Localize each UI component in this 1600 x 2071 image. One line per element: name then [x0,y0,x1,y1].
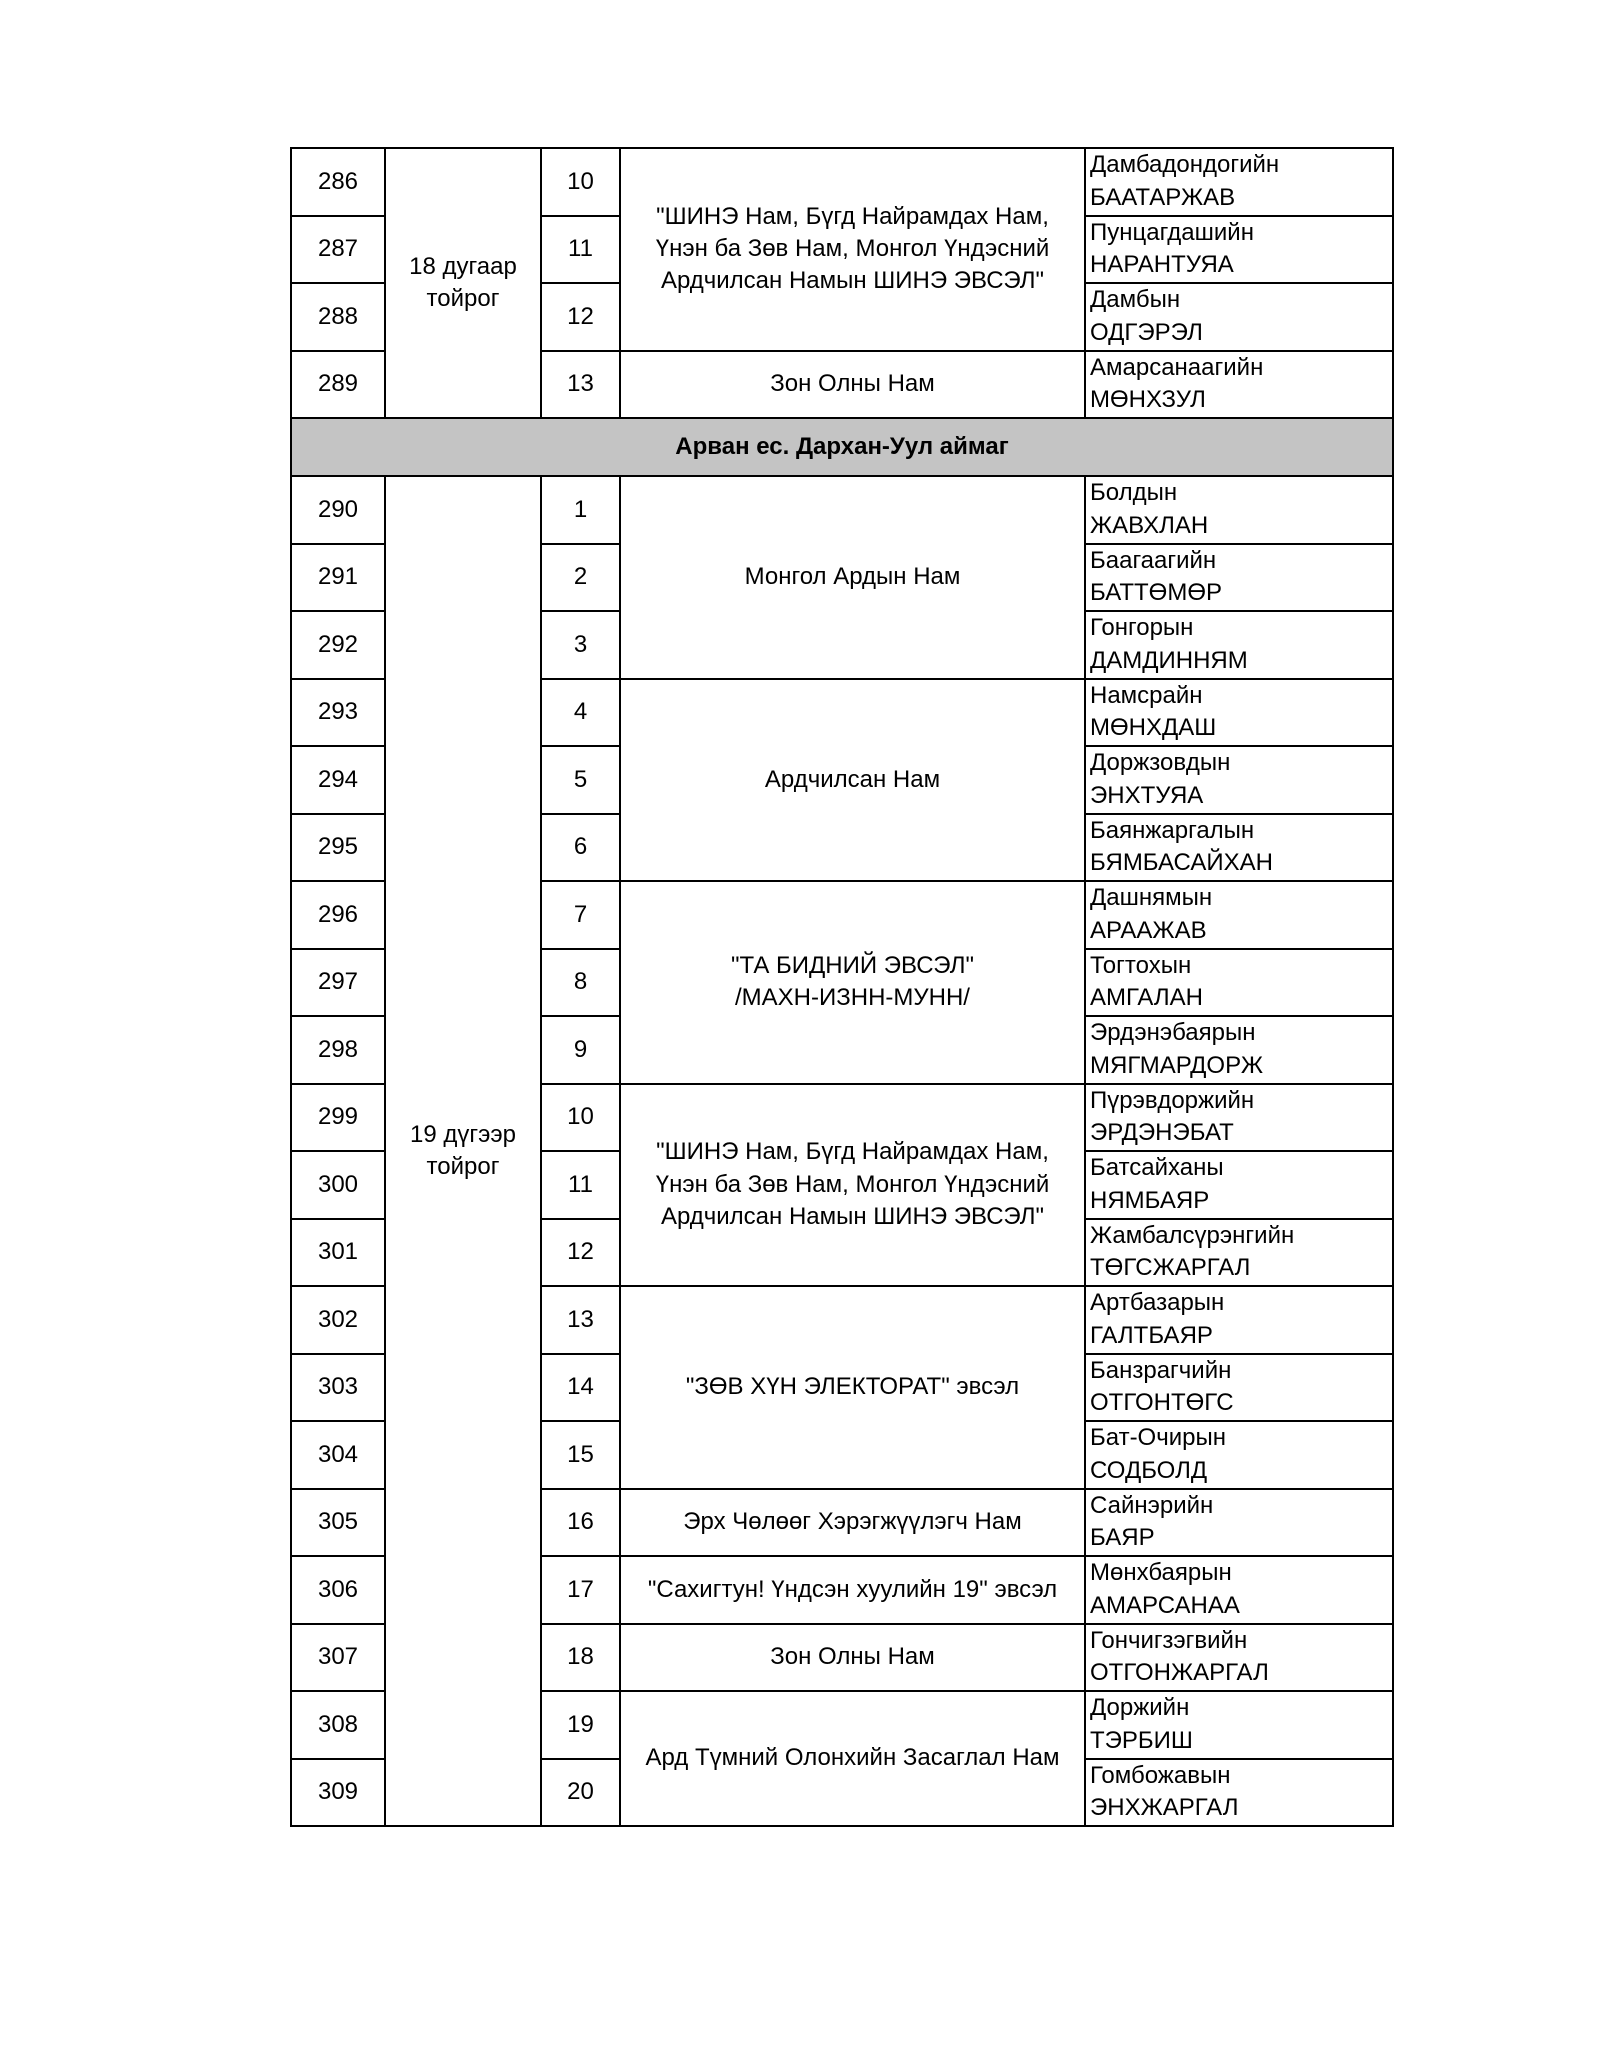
party-name-line: "ТА БИДНИЙ ЭВСЭЛ" [730,951,975,979]
candidate-number: 16 [541,1489,620,1557]
candidate-name [1085,1219,1393,1287]
row-number: 302 [291,1286,385,1354]
row-number: 301 [291,1219,385,1287]
party-name-line: "ШИНЭ Нам, Бүгд Найрамдах Нам, [656,1138,1049,1166]
candidate-name [1085,1759,1393,1827]
candidate-given-name: МӨНХЗУЛ [1090,386,1206,414]
candidate-given-name: ЖАВХЛАН [1090,511,1209,539]
row-number: 309 [291,1759,385,1827]
candidate-patronymic: Амарсанаагийн [1090,353,1264,381]
candidate-number: 11 [541,216,620,284]
candidate-given-name: ОТГОНЖАРГАЛ [1090,1659,1269,1687]
row-number: 295 [291,814,385,882]
candidate-name [1085,1691,1393,1759]
candidate-name [1085,1421,1393,1489]
candidate-name [1085,746,1393,814]
candidate-patronymic: Мөнхбаярын [1090,1559,1232,1587]
party-name-cell [620,1691,1085,1826]
candidate-given-name: АМГАЛАН [1090,984,1204,1012]
candidate-name [1085,351,1393,419]
candidate-name [1085,1286,1393,1354]
row-number: 293 [291,679,385,747]
candidate-number: 18 [541,1624,620,1692]
candidate-patronymic: Доржийн [1090,1694,1190,1722]
candidate-patronymic: Батсайханы [1090,1154,1224,1182]
candidate-patronymic: Дамбын [1090,286,1181,314]
row-number: 292 [291,611,385,679]
candidate-given-name: ОТГОНТӨГС [1090,1389,1234,1417]
candidate-given-name: ОДГЭРЭЛ [1090,318,1203,346]
row-number: 287 [291,216,385,284]
candidate-given-name: НЯМБАЯР [1090,1186,1210,1214]
row-number: 299 [291,1084,385,1152]
candidate-name [1085,148,1393,216]
candidate-patronymic: Жамбалсүрэнгийн [1090,1221,1295,1249]
candidate-patronymic: Гонгорын [1090,614,1194,642]
candidate-given-name: НАРАНТУЯА [1090,251,1234,279]
candidate-patronymic: Дашнямын [1090,884,1213,912]
section-header-row [291,418,1393,476]
candidate-number: 2 [541,544,620,612]
party-name-line: Ардчилсан Намын ШИНЭ ЭВСЭЛ" [660,1202,1045,1230]
candidate-name [1085,283,1393,351]
candidate-given-name: БАЯР [1090,1524,1155,1552]
party-name-cell [620,1489,1085,1557]
party-name-cell [620,1286,1085,1489]
district-line: 18 дугаар [409,252,517,280]
candidate-number: 4 [541,679,620,747]
candidate-given-name: ТЭРБИШ [1090,1726,1193,1754]
candidate-patronymic: Доржзовдын [1090,749,1231,777]
candidate-patronymic: Пунцагдашийн [1090,218,1254,246]
district-cell [385,148,541,418]
candidate-patronymic: Тогтохын [1090,951,1192,979]
party-name-line: Үнэн ба Зөв Нам, Монгол Үндэсний [655,1170,1050,1198]
party-name-line: Монгол Ардын Нам [744,563,961,591]
candidate-name [1085,1489,1393,1557]
candidate-number: 5 [541,746,620,814]
candidate-number: 1 [541,476,620,544]
candidate-patronymic: Банзрагчийн [1090,1356,1232,1384]
row-number: 297 [291,949,385,1017]
party-name-cell [620,148,1085,351]
party-name-line: Ардчилсан Нам [764,765,941,793]
candidate-name [1085,1084,1393,1152]
row-number: 308 [291,1691,385,1759]
row-number: 306 [291,1556,385,1624]
candidate-patronymic: Гончигзэгвийн [1090,1626,1248,1654]
row-number: 303 [291,1354,385,1422]
district-line: тойрог [426,285,500,312]
candidate-patronymic: Эрдэнэбаярын [1090,1019,1256,1047]
candidate-patronymic: Болдын [1090,479,1178,507]
candidate-patronymic: Баянжаргалын [1090,816,1255,844]
candidate-given-name: ЭРДЭНЭБАТ [1090,1119,1234,1147]
candidate-name [1085,544,1393,612]
party-name-line: "Сахигтун! Үндсэн хуулийн 19" эвсэл [647,1575,1058,1603]
candidate-name [1085,1556,1393,1624]
candidate-given-name: АРААЖАВ [1090,916,1207,944]
candidate-number: 11 [541,1151,620,1219]
party-name-line: "ШИНЭ Нам, Бүгд Найрамдах Нам, [656,202,1049,230]
candidate-number: 15 [541,1421,620,1489]
candidate-table [290,147,1394,1827]
candidate-number: 20 [541,1759,620,1827]
party-name-cell [620,476,1085,679]
candidate-patronymic: Намсрайн [1090,681,1203,709]
party-name-cell [620,1624,1085,1692]
candidate-number: 10 [541,1084,620,1152]
candidate-number: 6 [541,814,620,882]
candidate-patronymic: Сайнэрийн [1090,1491,1214,1519]
party-name-line: /МАХН-ИЗНН-МУНН/ [735,984,970,1012]
row-number: 307 [291,1624,385,1692]
row-number: 305 [291,1489,385,1557]
candidate-number: 14 [541,1354,620,1422]
candidate-given-name: СОДБОЛД [1090,1456,1208,1484]
candidate-name [1085,1624,1393,1692]
candidate-patronymic: Артбазарын [1090,1289,1225,1317]
candidate-name [1085,1016,1393,1084]
party-name-line: Эрх Чөлөөг Хэрэгжүүлэгч Нам [683,1508,1022,1536]
candidate-given-name: АМАРСАНАА [1090,1591,1240,1619]
candidate-given-name: МЯГМАРДОРЖ [1090,1051,1263,1079]
party-name-line: Зон Олны Нам [770,370,935,398]
party-name-line: Үнэн ба Зөв Нам, Монгол Үндэсний [655,235,1050,263]
candidate-name [1085,679,1393,747]
party-name-line: Ардчилсан Намын ШИНЭ ЭВСЭЛ" [660,267,1045,295]
district-cell [385,476,541,1826]
candidate-patronymic: Пүрэвдоржийн [1090,1086,1255,1114]
candidate-number: 13 [541,351,620,419]
candidate-given-name: БААТАРЖАВ [1090,183,1236,211]
row-number: 300 [291,1151,385,1219]
candidate-number: 12 [541,283,620,351]
candidate-patronymic: Дамбадондогийн [1090,151,1280,179]
candidate-given-name: БАТТӨМӨР [1090,579,1223,607]
candidate-name [1085,476,1393,544]
party-name-line: Зон Олны Нам [770,1643,935,1671]
candidate-number: 13 [541,1286,620,1354]
candidate-number: 10 [541,148,620,216]
candidate-patronymic: Гомбожавын [1090,1761,1231,1789]
candidate-name [1085,1354,1393,1422]
candidate-name [1085,949,1393,1017]
candidate-table-body [291,148,1393,1826]
candidate-given-name: БЯМБАСАЙХАН [1090,849,1273,877]
candidate-name [1085,216,1393,284]
candidate-name [1085,814,1393,882]
section-title: Арван ес. Дархан-Уул аймаг [291,418,1393,476]
party-name-cell [620,679,1085,882]
candidate-number: 17 [541,1556,620,1624]
candidate-given-name: ЭНХТУЯА [1090,781,1204,809]
candidate-number: 19 [541,1691,620,1759]
row-number: 290 [291,476,385,544]
candidate-number: 12 [541,1219,620,1287]
candidate-number: 8 [541,949,620,1017]
district-line: 19 дүгээр [410,1120,516,1148]
candidate-given-name: МӨНХДАШ [1090,714,1217,742]
candidate-given-name: ЭНХЖАРГАЛ [1090,1794,1239,1822]
row-number: 288 [291,283,385,351]
party-name-line: "ЗӨВ ХҮН ЭЛЕКТОРАТ" эвсэл [685,1373,1020,1401]
candidate-given-name: ГАЛТБАЯР [1090,1321,1213,1349]
candidate-name [1085,881,1393,949]
party-name-cell [620,1084,1085,1287]
candidate-number: 7 [541,881,620,949]
candidate-given-name: ТӨГСЖАРГАЛ [1090,1254,1251,1282]
row-number: 286 [291,148,385,216]
row-number: 296 [291,881,385,949]
party-name-cell [620,1556,1085,1624]
row-number: 294 [291,746,385,814]
table-row [291,476,1393,544]
party-name-line: Ард Түмний Олонхийн Засаглал Нам [645,1744,1060,1772]
row-number: 298 [291,1016,385,1084]
candidate-name [1085,1151,1393,1219]
candidate-given-name: ДАМДИННЯМ [1090,646,1248,674]
candidate-patronymic: Бат-Очирын [1090,1424,1226,1452]
party-name-cell [620,351,1085,419]
candidate-name [1085,611,1393,679]
district-line: тойрог [426,1153,500,1180]
candidate-patronymic: Баагаагийн [1090,546,1217,574]
party-name-cell [620,881,1085,1084]
table-row [291,148,1393,216]
row-number: 291 [291,544,385,612]
candidate-number: 3 [541,611,620,679]
row-number: 304 [291,1421,385,1489]
candidate-number: 9 [541,1016,620,1084]
row-number: 289 [291,351,385,419]
